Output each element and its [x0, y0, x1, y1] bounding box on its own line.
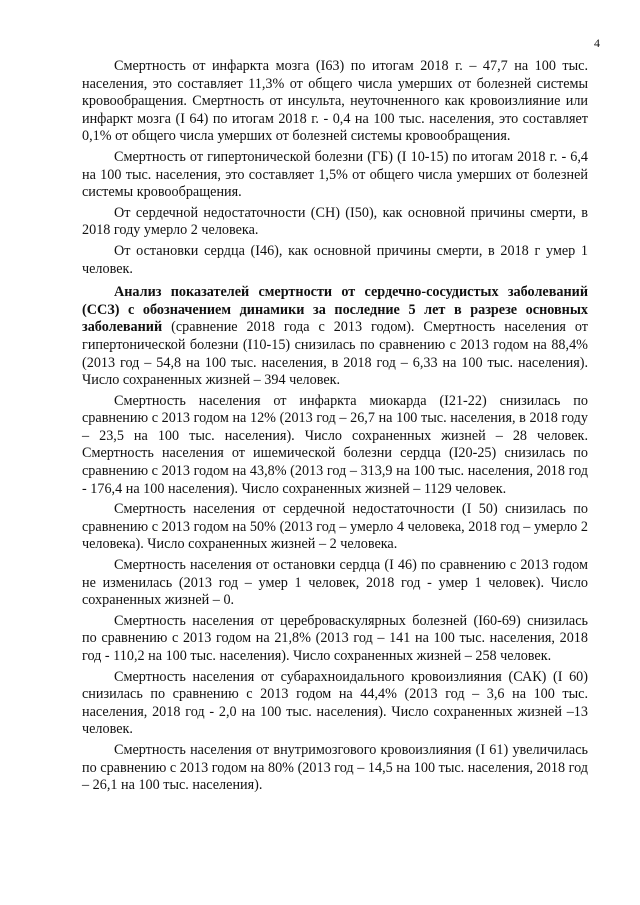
paragraph-heart-failure: От сердечной недостаточности (СН) (I50), как основной причины смерти, в 2018 году умерло 2 человека.: [82, 204, 588, 239]
document-body: [82, 58, 588, 798]
page-number: 4: [594, 36, 600, 50]
paragraph-hypertension: Смертность от гипертонической болезни (ГБ) (I 10-15) по итогам 2018 г. - 6,4 на 100 тыс. населения, это составляет 1,5% от общего числа умерших от болезней системы кровообращения.: [82, 148, 588, 201]
paragraph-cardiac-arrest: От остановки сердца (I46), как основной причины смерти, в 2018 г умер 1 человек.: [82, 242, 588, 277]
paragraph-heart-failure-trend: Смертность населения от сердечной недостаточности (I 50) снизилась по сравнению с 2013 годом на 50% (2013 год – умерло 4 человека, 2018 год – умерло 2 человека). Число сохраненных жизней – 2 человека.: [82, 501, 588, 553]
analysis-heading: Анализ показателей смертности от сердечно-сосудистых заболеваний (ССЗ) с обозначением динамики за последние 5 лет в разрезе основных заболеваний: [82, 284, 588, 336]
paragraph-myocardial-infarction: Смертность населения от инфаркта миокарда (I21-22) снизилась по сравнению с 2013 годом на 12% (2013 год – 26,7 на 100 тыс. населения, в 2018 году – 23,5 на 100 тыс. населения). Число сохраненных жизней – 28 человек. Смертность населения от ишемической болезни сердца (I20-25) снизилась по сравнению с 2013 годом на 43,8% (2013 год – 313,9 на 100 тыс. населения, 2018 год - 176,4 на 100 населения). Число сохраненных жизней – 1129 человек.: [82, 392, 588, 497]
paragraph-stroke-i63: Смертность от инфаркта мозга (I63) по итогам 2018 г. – 47,7 на 100 тыс. населения, это составляет 11,3% от общего числа умерших от болезней системы кровообращения. Смертность от инсульта, неуточненного как кровоизлияние или инфаркт мозга (I 64) по итогам 2018 г. - 0,4 на 100 тыс. населения, это составляет 0,1% от общего числа умерших от болезней системы кровообращения.: [82, 58, 588, 145]
paragraph-analysis: [82, 284, 588, 390]
analysis-text: (сравнение 2018 года с 2013 годом). Смертность населения от гипертонической болезни (I10-15) снизилась по сравнению с 2013 годом на 88,4% (2013 год – 54,8 на 100 тыс. населения, в 2018 год – 6,33 на 100 тыс. населения). Число сохраненных жизней – 394 человек.: [82, 319, 588, 389]
paragraph-cerebrovascular: Смертность населения от цереброваскулярных болезней (I60-69) снизилась по сравнению с 2013 годом на 21,8% (2013 год – 141 на 100 тыс. населения, 2018 год - 110,2 на 100 тыс. населения). Число сохраненных жизней – 258 человек.: [82, 612, 588, 664]
paragraph-subarachnoid: Смертность населения от субарахноидального кровоизлияния (САК) (I 60) снизилась по сравнению с 2013 годом на 44,4% (2013 год – 3,6 на 100 тыс. населения, 2018 год - 2,0 на 100 тыс. населения). Число сохраненных жизней –13 человек.: [82, 668, 588, 738]
paragraph-intracerebral: Смертность населения от внутримозгового кровоизлияния (I 61) увеличилась по сравнению с 2013 годом на 80% (2013 год – 14,5 на 100 тыс. населения, 2018 год – 26,1 на 100 тыс. населения).: [82, 741, 588, 794]
paragraph-cardiac-arrest-trend: Смертность населения от остановки сердца (I 46) по сравнению с 2013 годом не изменилась (2013 год – умер 1 человек, 2018 год - умер 1 человек). Число сохраненных жизней – 0.: [82, 557, 588, 609]
